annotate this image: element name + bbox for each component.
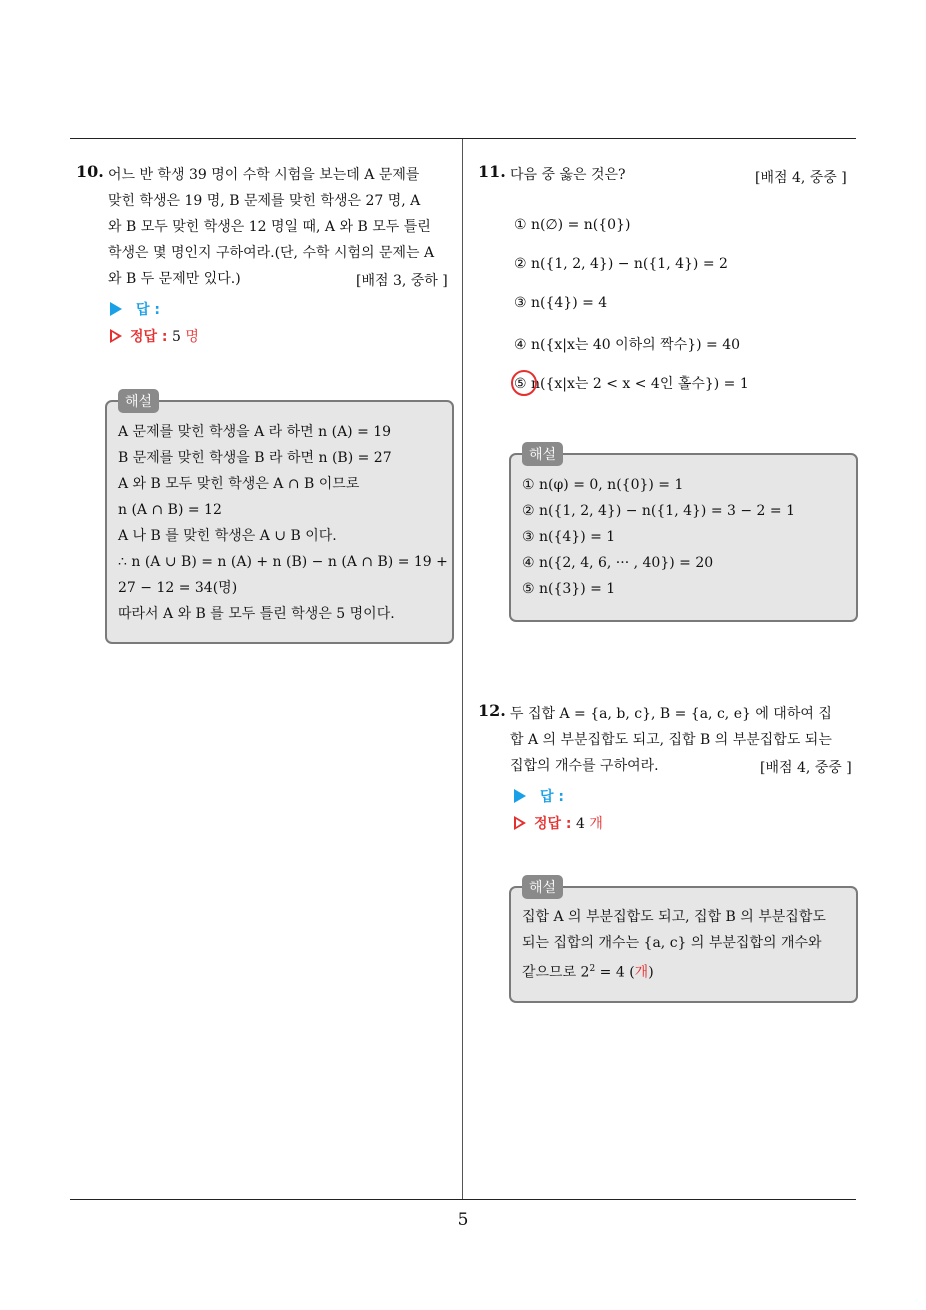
q11-option-5-text: ⑤ n({x|x는 2 < x < 4인 홀수}) = 1 [514,376,749,392]
explain-line: ④ n({2, 4, 6, ··· , 40}) = 20 [522,555,714,571]
explain-line: 따라서 A 와 B 를 모두 틀린 학생은 5 명이다. [118,606,395,622]
q11-option-4: ④ n({x|x는 40 이하의 짝수}) = 40 [514,337,741,353]
q10-line: 맞힌 학생은 19 명, B 문제를 맞힌 학생은 27 명, A [108,193,421,209]
top-rule [70,138,856,139]
outline-arrow-icon [110,329,122,343]
explain-line-last [522,956,848,986]
q12-line: 집합의 개수를 구하여라. [510,758,659,774]
explain-line: n (A ∩ B) = 12 [118,502,222,518]
correct-unit: 명 [185,329,199,345]
page-number: 5 [457,1210,469,1230]
explain-line: A 나 B 를 맞힌 학생은 A ∪ B 이다. [118,528,337,544]
correct-value: 4 [575,816,585,832]
q11-score: [배점 4, 중중 ] [755,170,847,186]
explain-line: ① n(φ) = 0, n({0}) = 1 [522,477,684,493]
correct-unit: 개 [589,816,603,832]
q12-number: 12. [478,701,506,720]
q10-number: 10. [76,162,104,181]
q11-number: 11. [478,162,506,181]
explain-line: B 문제를 맞힌 학생을 B 라 하면 n (B) = 27 [118,450,392,466]
explain-line: A 와 B 모두 맞힌 학생은 A ∩ B 이므로 [118,476,360,492]
column-divider [462,139,463,1199]
q10-line: 와 B 모두 맞힌 학생은 12 명일 때, A 와 B 모두 틀린 [108,219,431,235]
explain-line: 되는 집합의 개수는 {a, c} 의 부분집합의 개수와 [522,935,822,951]
q12-line: 두 집합 A = {a, b, c}, B = {a, c, e} 에 대하여 집 [510,706,832,722]
unit-text: 개 [634,964,649,981]
explain-text: = 4 ( [595,964,635,981]
explanation-label: 해설 [522,442,563,466]
q12-answer-row [514,786,564,806]
q10-line: 학생은 몇 명인지 구하여라.(단, 수학 시험의 문제는 A [108,245,435,261]
q11-option-1: ① n(∅) = n({0}) [514,217,631,233]
answer-label: 답 : [136,302,160,318]
q10-correct-row [110,326,199,346]
q12-explanation-text [522,904,848,986]
q10-score: [배점 3, 중하 ] [356,273,448,289]
explain-line: ⑤ n({3}) = 1 [522,581,616,597]
explanation-label: 해설 [118,389,159,413]
q11-option-3: ③ n({4}) = 4 [514,295,608,311]
bottom-rule [70,1199,856,1200]
explain-text: ) [648,964,654,981]
answer-label: 답 : [540,789,564,805]
outline-arrow-icon [514,816,526,830]
q12-correct-row [514,813,603,833]
q10-answer-row [110,299,160,319]
q10-line: 어느 반 학생 39 명이 수학 시험을 보는데 A 문제를 [108,167,420,183]
explain-line: 27 − 12 = 34(명) [118,580,238,596]
play-arrow-icon [514,789,526,803]
q11-option-5 [514,373,749,393]
correct-label: 정답 : [534,816,572,832]
explain-line: ③ n({4}) = 1 [522,529,616,545]
q10-line: 와 B 두 문제만 있다.) [108,271,241,287]
explain-line: 집합 A 의 부분집합도 되고, 집합 B 의 부분집합도 [522,909,826,925]
q11-question: 다음 중 옳은 것은? [510,167,626,183]
q12-line: 합 A 의 부분집합도 되고, 집합 B 의 부분집합도 되는 [510,732,832,748]
explanation-label: 해설 [522,875,563,899]
q10-explanation-text [118,419,448,627]
correct-value: 5 [171,329,181,345]
explain-line: ∴ n (A ∪ B) = n (A) + n (B) − n (A ∩ B) = 19 + [118,554,448,570]
explain-line: A 문제를 맞힌 학생을 A 라 하면 n (A) = 19 [118,424,392,440]
q11-explanation-text [522,472,848,602]
explain-line: ② n({1, 2, 4}) − n({1, 4}) = 3 − 2 = 1 [522,503,795,519]
exponent: 2 [589,964,596,974]
selected-circle-icon [511,370,537,396]
q11-option-2: ② n({1, 2, 4}) − n({1, 4}) = 2 [514,256,728,272]
explain-text: 같으므로 2 [522,964,590,981]
q12-score: [배점 4, 중중 ] [760,760,852,776]
play-arrow-icon [110,302,122,316]
correct-label: 정답 : [130,329,168,345]
